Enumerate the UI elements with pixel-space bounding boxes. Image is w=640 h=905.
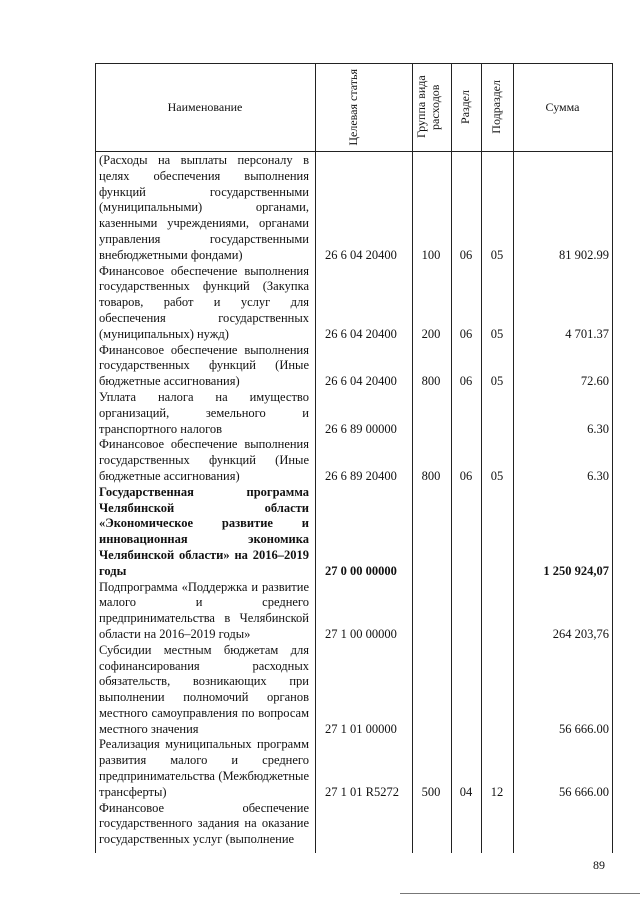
row-subsection: 05	[490, 247, 504, 262]
row-subsection: 05	[490, 326, 504, 341]
header-sum	[513, 63, 612, 151]
budget-table	[95, 63, 613, 853]
row-article: 26 6 04 20400	[325, 247, 397, 262]
table-row	[95, 580, 613, 643]
header-name	[95, 63, 315, 151]
row-article: 27 0 00 00000	[325, 563, 397, 578]
row-name: Государственная программа Челябинской области «Экономическое развитие и инновационная экономика Челябинской области» на 2016–2019 годы	[99, 484, 309, 578]
row-sum: 1 250 924,07	[543, 563, 609, 578]
header-subsection	[481, 63, 513, 151]
row-group: 200	[421, 326, 441, 341]
table-row	[95, 437, 613, 484]
table-row	[95, 390, 613, 437]
row-name: Субсидии местным бюджетам для софинансирования расходных обязательств, возникающих при выполнении полномочий органов местного самоуправления по вопросам местного значения	[99, 642, 309, 736]
header-sum-label: Сумма	[545, 99, 580, 114]
header-divider	[95, 151, 613, 152]
row-sum: 6.30	[587, 468, 609, 483]
row-section: 06	[459, 468, 473, 483]
row-sum: 56 666.00	[559, 784, 609, 799]
row-subsection: 05	[490, 468, 504, 483]
row-name: Подпрограмма «Поддержка и развитие малого и среднего предпринимательства в Челябинской области на 2016–2019 годы»	[99, 579, 309, 641]
row-sum: 56 666.00	[559, 721, 609, 736]
table-row	[95, 343, 613, 390]
header-name-label: Наименование	[167, 99, 243, 114]
table-row	[95, 801, 613, 848]
header-section-label: Раздел	[458, 90, 473, 124]
row-section: 06	[459, 247, 473, 262]
row-article: 26 6 04 20400	[325, 326, 397, 341]
row-sum: 4 701.37	[565, 326, 609, 341]
row-article: 26 6 89 00000	[325, 421, 397, 436]
row-name: Реализация муниципальных программ развития малого и среднего предпринимательства (Межбюджетные трансферты)	[99, 737, 309, 799]
row-group: 800	[421, 374, 441, 389]
row-section: 06	[459, 374, 473, 389]
row-article: 27 1 01 R5272	[325, 784, 399, 799]
header-article-label: Целевая статья	[345, 68, 360, 146]
footer-rule	[400, 893, 640, 894]
row-group: 500	[421, 784, 441, 799]
table-row	[95, 737, 613, 800]
row-name: Финансовое обеспечение выполнения государственных функций (Закупка товаров, работ и услуг для обеспечения государственных (муниципальных) нужд)	[99, 263, 309, 341]
row-sum: 81 902.99	[559, 247, 609, 262]
row-name: Финансовое обеспечение выполнения государственных функций (Иные бюджетные ассигнования)	[99, 342, 309, 389]
header-group-label: Группа вида расходов	[413, 75, 442, 139]
table-row	[95, 643, 613, 738]
table-row	[95, 264, 613, 343]
row-sum: 264 203,76	[552, 626, 609, 641]
row-subsection: 05	[490, 374, 504, 389]
row-name: Финансовое обеспечение выполнения государственных функций (Иные бюджетные ассигнования)	[99, 437, 309, 483]
table-row	[95, 153, 613, 264]
row-article: 26 6 89 20400	[325, 468, 397, 483]
header-section	[451, 63, 481, 151]
row-name: Уплата налога на имущество организаций, земельного и транспортного налогов	[99, 389, 309, 436]
row-name: (Расходы на выплаты персоналу в целях обеспечения выполнения функций государственными (муниципальными) органами, казенными учреждениями, органами управления государственными внебюджетными фондами)	[99, 153, 309, 262]
row-name: Финансовое обеспечение государственного задания на оказание государственных услуг (выполнение	[99, 800, 309, 847]
table-row	[95, 485, 613, 580]
row-group: 100	[421, 247, 441, 262]
table-body	[95, 153, 613, 848]
row-section: 06	[459, 326, 473, 341]
row-article: 27 1 00 00000	[325, 626, 397, 641]
header-group	[412, 63, 451, 151]
row-article: 27 1 01 00000	[325, 721, 397, 736]
header-article	[315, 63, 412, 151]
row-subsection: 12	[490, 784, 504, 799]
row-section: 04	[459, 784, 473, 799]
row-group: 800	[421, 468, 441, 483]
row-sum: 6.30	[587, 421, 609, 436]
row-sum: 72.60	[580, 374, 609, 389]
row-article: 26 6 04 20400	[325, 374, 397, 389]
page-number: 89	[593, 858, 605, 872]
header-subsection-label: Подраздел	[489, 80, 504, 134]
